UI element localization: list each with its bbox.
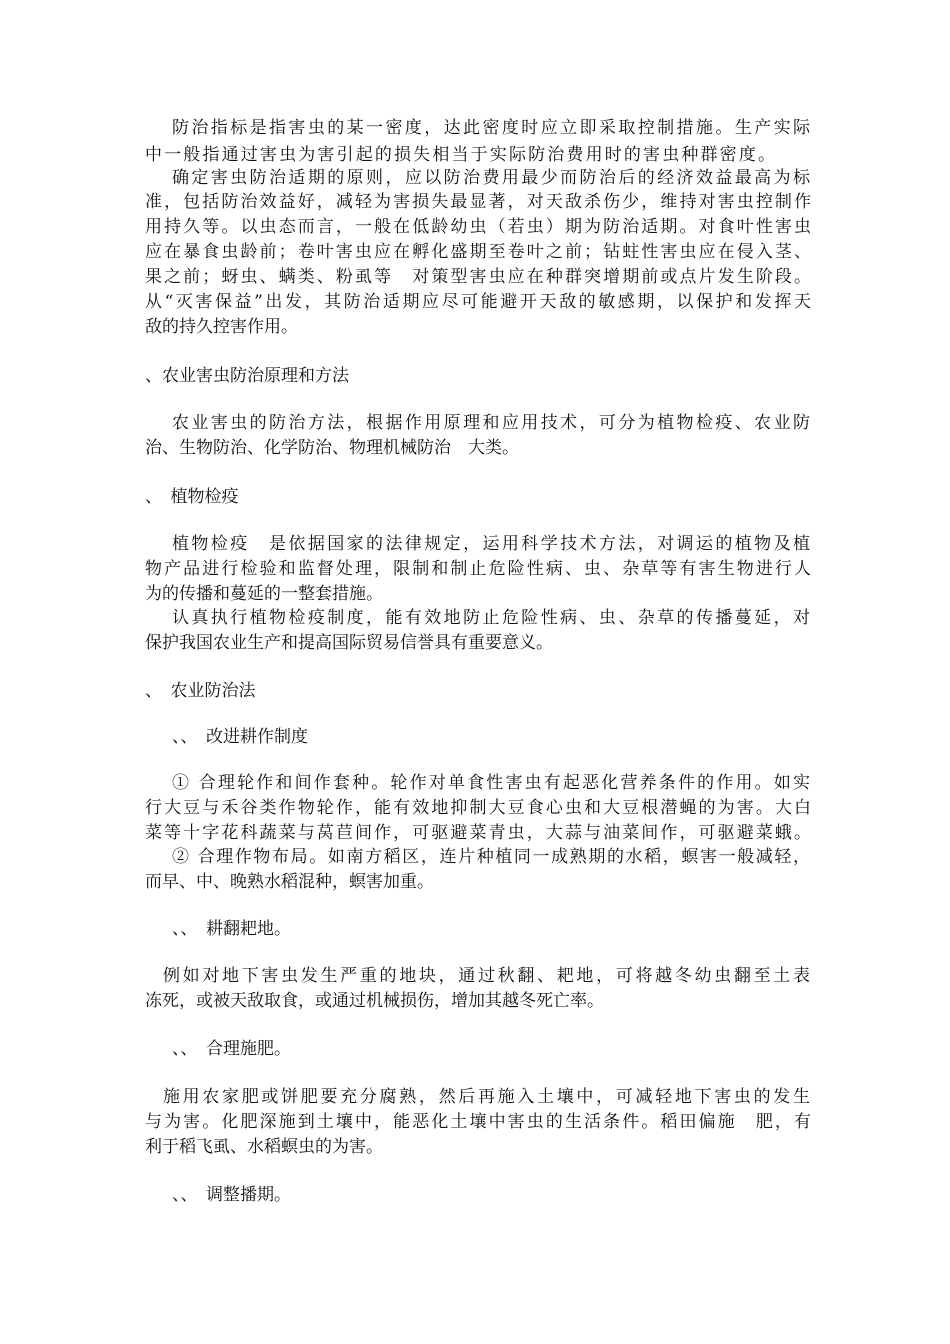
paragraph-line: 应在暴食虫龄前；卷叶害虫应在孵化盛期至卷叶之前；钻蛀性害虫应在侵入茎、	[145, 242, 811, 262]
paragraph-line: 准，包括防治效益好，减轻为害损失最显著，对天敌杀伤少，维持对害虫控制作	[145, 192, 811, 212]
paragraph-line: 敌的持久控害作用。	[145, 317, 298, 337]
paragraph-line: 行大豆与禾谷类作物轮作，能有效地抑制大豆食心虫和大豆根潜蝇的为害。大白	[145, 798, 811, 818]
paragraph-line: 物产品进行检验和监督处理，限制和制止危险性病、虫、杂草等有害生物进行人	[145, 559, 811, 579]
paragraph-line: 认真执行植物检疫制度，能有效地防止危险性病、虫、杂草的传播蔓延，对	[172, 608, 810, 628]
paragraph-line: 农业害虫的防治方法，根据作用原理和应用技术，可分为植物检疫、农业防	[172, 413, 810, 433]
paragraph-line: 治、生物防治、化学防治、物理机械防治 大类。	[145, 438, 519, 458]
paragraph-line: 与为害。化肥深施到土壤中，能恶化土壤中害虫的生活条件。稻田偏施 肥，有	[145, 1112, 811, 1132]
subsection-heading: 、、 耕翻耙地。	[172, 919, 291, 939]
paragraph-line: 中一般指通过害虫为害引起的损失相当于实际防治费用时的害虫种群密度。	[145, 145, 775, 165]
section-heading: 、农业害虫防治原理和方法	[145, 366, 349, 386]
paragraph-line: 防治指标是指害虫的某一密度，达此密度时应立即采取控制措施。生产实际	[172, 118, 810, 138]
paragraph-line: 而早、中、晚熟水稻混种，螟害加重。	[145, 872, 434, 892]
paragraph-line: 例如对地下害虫发生严重的地块，通过秋翻、耙地，可将越冬幼虫翻至土表	[163, 966, 810, 986]
paragraph-line: 保护我国农业生产和提高国际贸易信誉具有重要意义。	[145, 633, 553, 653]
paragraph-line: ② 合理作物布局。如南方稻区，连片种植同一成熟期的水稻，螟害一般减轻，	[172, 847, 810, 867]
subsection-heading: 、、 改进耕作制度	[172, 727, 308, 747]
paragraph-line: 施用农家肥或饼肥要充分腐熟，然后再施入土壤中，可减轻地下害虫的发生	[163, 1087, 810, 1107]
paragraph-line: 确定害虫防治适期的原则，应以防治费用最少而防治后的经济效益最高为标	[172, 168, 810, 188]
paragraph-line: 为的传播和蔓延的一整套措施。	[145, 584, 383, 604]
section-heading: 、 农业防治法	[145, 681, 256, 701]
paragraph-line: 冻死，或被天敌取食，或通过机械损伤，增加其越冬死亡率。	[145, 991, 604, 1011]
paragraph-line: 菜等十字花科蔬菜与莴苣间作，可驱避菜青虫，大蒜与油菜间作，可驱避菜蛾。	[145, 823, 811, 843]
paragraph-line: 从“灭害保益”出发，其防治适期应尽可能避开天敌的敏感期，以保护和发挥天	[145, 292, 811, 312]
subsection-heading: 、、 合理施肥。	[172, 1039, 291, 1059]
paragraph-line: 利于稻飞虱、水稻螟虫的为害。	[145, 1137, 383, 1157]
paragraph-line: 用持久等。以虫态而言，一般在低龄幼虫（若虫）期为防治适期。对食叶性害虫	[145, 217, 811, 237]
section-heading: 、 植物检疫	[145, 487, 239, 507]
paragraph-line: 植物检疫 是依据国家的法律规定，运用科学技术方法，对调运的植物及植	[172, 534, 810, 554]
paragraph-line: ① 合理轮作和间作套种。轮作对单食性害虫有起恶化营养条件的作用。如实	[172, 773, 810, 793]
subsection-heading: 、、 调整播期。	[172, 1185, 291, 1205]
paragraph-line: 果之前；蚜虫、螨类、粉虱等 对策型害虫应在种群突增期前或点片发生阶段。	[145, 267, 811, 287]
